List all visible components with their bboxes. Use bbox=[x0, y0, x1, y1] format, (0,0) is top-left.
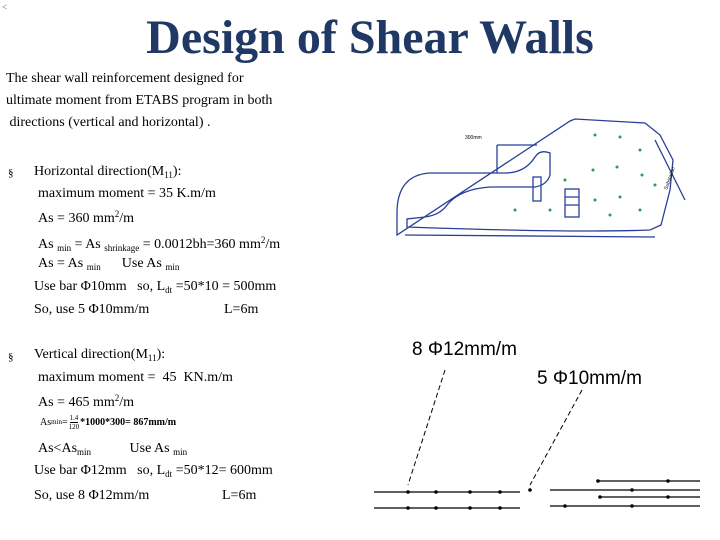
column-markers bbox=[514, 134, 657, 217]
intro-line-2: ultimate moment from ETABS program in both bbox=[6, 93, 273, 108]
horizontal-so: So, use 5 Φ10mm/m bbox=[34, 302, 150, 317]
vertical-heading: Vertical $direction(M_{11})$: bbox=[34, 347, 166, 363]
page-title: Design of Shear Walls bbox=[146, 11, 594, 64]
horizontal-length: L=6m bbox=[224, 302, 259, 317]
horizontal-moment: maximum moment = 35 K.m/m bbox=[38, 186, 216, 201]
horizontal-use: As = As $_{min}$ Use As $_{min}$ bbox=[38, 256, 180, 272]
corner-mark: < bbox=[2, 2, 8, 12]
bullet-horizontal: § bbox=[8, 167, 14, 179]
intro-paragraph bbox=[6, 68, 336, 134]
vertical-bar: Use bar Φ12mm so, $L_{dt} =50*12= 600mm$ bbox=[34, 463, 273, 479]
horizontal-as: As = 360 $mm^2/m$ bbox=[38, 209, 135, 226]
bullet-vertical: § bbox=[8, 351, 14, 363]
plan-label-substation: Substation bbox=[663, 166, 677, 191]
plan-label-thickness: 300mm bbox=[465, 135, 482, 141]
bar-label-horizontal: 5 Φ10mm/m bbox=[537, 368, 642, 389]
floor-plan-outline bbox=[397, 119, 685, 237]
vertical-length: L=6m bbox=[222, 488, 257, 503]
horizontal-heading: Horizontal $direction(M_{11})$: bbox=[34, 164, 182, 180]
vertical-as: As = 465 $mm^2/m$ bbox=[38, 393, 135, 410]
vertical-moment: maximum moment = 45 KN.m/m bbox=[38, 370, 233, 385]
vertical-so: So, use 8 Φ12mm/m bbox=[34, 488, 150, 503]
asmin-formula: As min = $\frac{1.4}{120}$ *1000*300= 867mm/m bbox=[40, 413, 177, 431]
rebar-lines bbox=[374, 481, 700, 508]
intro-line-3: directions (vertical and horizontal) . bbox=[6, 115, 211, 130]
horizontal-bar: Use bar Φ10mm so, $L_{dt} =50*10 = 500mm$ bbox=[34, 279, 277, 295]
vertical-compare: $As<As_{min}$ Use As $_{min}$ bbox=[38, 441, 188, 457]
horizontal-asmin: As $_{min}$ = As $_{shrinkage}$ = 0.0012bh=360 $mm^2/m$ bbox=[38, 235, 281, 253]
floor-plan-drawing bbox=[385, 115, 690, 250]
leader-lines bbox=[408, 370, 582, 485]
intro-line-1: The shear wall reinforcement designed for bbox=[6, 71, 244, 86]
formula-fraction: $\frac{1.4}{120}$ bbox=[68, 413, 80, 431]
reinforcement-detail bbox=[370, 360, 710, 520]
bar-label-vertical: 8 Φ12mm/m bbox=[412, 339, 517, 360]
rebar-dots bbox=[406, 479, 670, 510]
